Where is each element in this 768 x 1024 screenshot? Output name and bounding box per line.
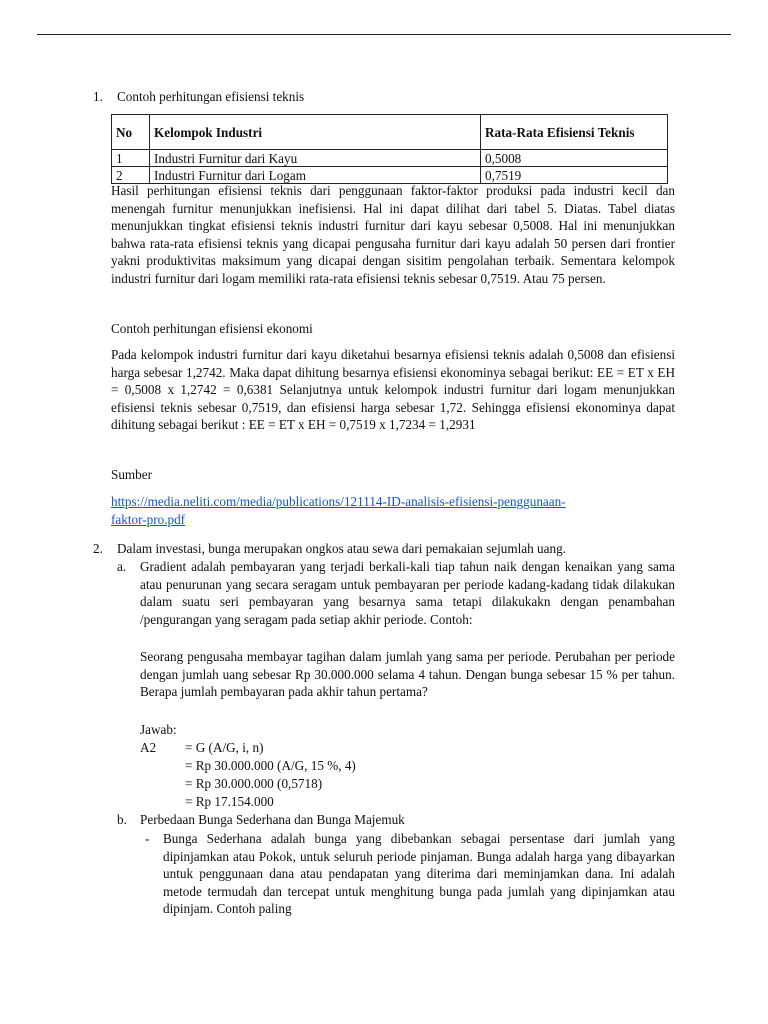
bullet-marker: - (145, 831, 150, 846)
item2b-title: Perbedaan Bunga Sederhana dan Bunga Majemuk (140, 812, 405, 827)
item2b-marker: b. (117, 812, 127, 827)
table-cell-kelompok: Industri Furnitur dari Logam (150, 167, 481, 184)
table-header-kelompok: Kelompok Industri (150, 115, 481, 150)
table-row (112, 167, 668, 184)
table-cell-no: 2 (112, 167, 150, 184)
table-cell-no: 1 (112, 150, 150, 167)
source-link[interactable] (111, 493, 566, 528)
source-link-line-1[interactable]: https://media.neliti.com/media/publications/121114-ID-analisis-efisiensi-penggunaan- (111, 494, 566, 509)
calc-line: = Rp 30.000.000 (0,5718) (185, 776, 323, 791)
item2-number: 2. (93, 541, 103, 556)
item2-intro: Dalam investasi, bunga merupakan ongkos atau sewa dari pemakaian sejumlah uang. (117, 541, 566, 556)
calc-line: = Rp 17.154.000 (185, 794, 274, 809)
source-label: Sumber (111, 467, 153, 482)
source-link-line-2[interactable]: faktor-pro.pdf (111, 511, 186, 527)
item1-title: Contoh perhitungan efisiensi teknis (117, 89, 305, 104)
efficiency-table (111, 114, 668, 184)
table-cell-kelompok: Industri Furnitur dari Kayu (150, 150, 481, 167)
header-rule (37, 34, 731, 35)
table-row (112, 150, 668, 167)
table-header-row (112, 115, 668, 150)
table-header-rata-rata: Rata-Rata Efisiensi Teknis (481, 115, 668, 150)
item1-paragraph-teknis: Hasil perhitungan efisiensi teknis dari penggunaan faktor-faktor produksi pada industri kecil dan menengah furnitur menunjukkan inefisiensi. Hal ini dapat dilihat dari tabel 5. Diatas. Tabel diatas menunjukkan tingkat efisiensi teknis industri furnitur dari kayu sebesar 0,5008. Hal ini menunjukkan bahwa rata-rata efisiensi teknis yang dicapai pengusaha furnitur dari kayu adalah 50 persen dari frontier yakni produktivitas maksimum yang dicapai dengan sisitim pengolahan terbaik. Sementara kelompok industri furnitur dari logam memiliki rata-rata efisiensi teknis sebesar 0,7519. Atau 75 persen. (111, 183, 675, 286)
table-cell-value: 0,5008 (481, 150, 668, 167)
item1-paragraph-ekonomi: Pada kelompok industri furnitur dari kayu diketahui besarnya efisiensi teknis adalah 0,5008 dan efisiensi harga sebesar 1,2742. Maka dapat dihitung besarnya efisiensi ekonominya sebagai berikut: EE = ET x EH = 0,5008 x 1,2742 = 0,6381 Selanjutnya untuk kelompok industri furnitur dari logam menunjukkan efisiensi teknis sebesar 0,7519, dan efisiensi harga sebesar 1,72. Sehingga efisiensi ekonominya dapat dihitung sebagai berikut : EE = ET x EH = 0,7519 x 1,7234 = 1,2931 (111, 347, 675, 432)
item1-number: 1. (93, 89, 103, 104)
calc-line: = Rp 30.000.000 (A/G, 15 %, 4) (185, 758, 356, 773)
table-cell-value: 0,7519 (481, 167, 668, 184)
item2a-example-text: Seorang pengusaha membayar tagihan dalam jumlah yang sama per periode. Perubahan per periode dengan jumlah uang sebesar Rp 30.000.000 selama 4 tahun. Dengan bunga sebesar 15 % per tahun. Berapa jumlah pembayaran pada akhir tahun pertama? (140, 649, 675, 699)
item2a-gradient-text: Gradient adalah pembayaran yang terjadi berkali-kali tiap tahun naik dengan kenaikan yang sama atau penurunan yang secara seragam untuk pembayaran per periode kadang-kadang tidak dilakukan dalam suatu seri pembayaran yang besarnya sama tetapi dilakukakn dengan penambahan /pengurangan yang seragam pada setiap akhir periode. Contoh: (140, 559, 675, 627)
item2a-marker: a. (117, 559, 127, 574)
item1-subtitle-ekonomi: Contoh perhitungan efisiensi ekonomi (111, 321, 313, 336)
calc-label: A2 (140, 740, 157, 755)
table-header-no: No (112, 115, 150, 150)
calc-line: = G (A/G, i, n) (185, 740, 264, 755)
item2a-answer-label: Jawab: (140, 722, 177, 737)
item2b-bunga-sederhana-text: Bunga Sederhana adalah bunga yang dibebankan sebagai persentase dari jumlah yang dipinjamkan atau Pokok, untuk seluruh periode pinjaman. Bunga adalah harga yang dibayarkan untuk penggunaan dana atau pendapatan yang diterima dari meminjamkan dana. Ini adalah metode termudah dan tercepat untuk menghitung bunga pada jumlah yang dipinjamkan atau dipinjam. Contoh paling (163, 831, 675, 916)
